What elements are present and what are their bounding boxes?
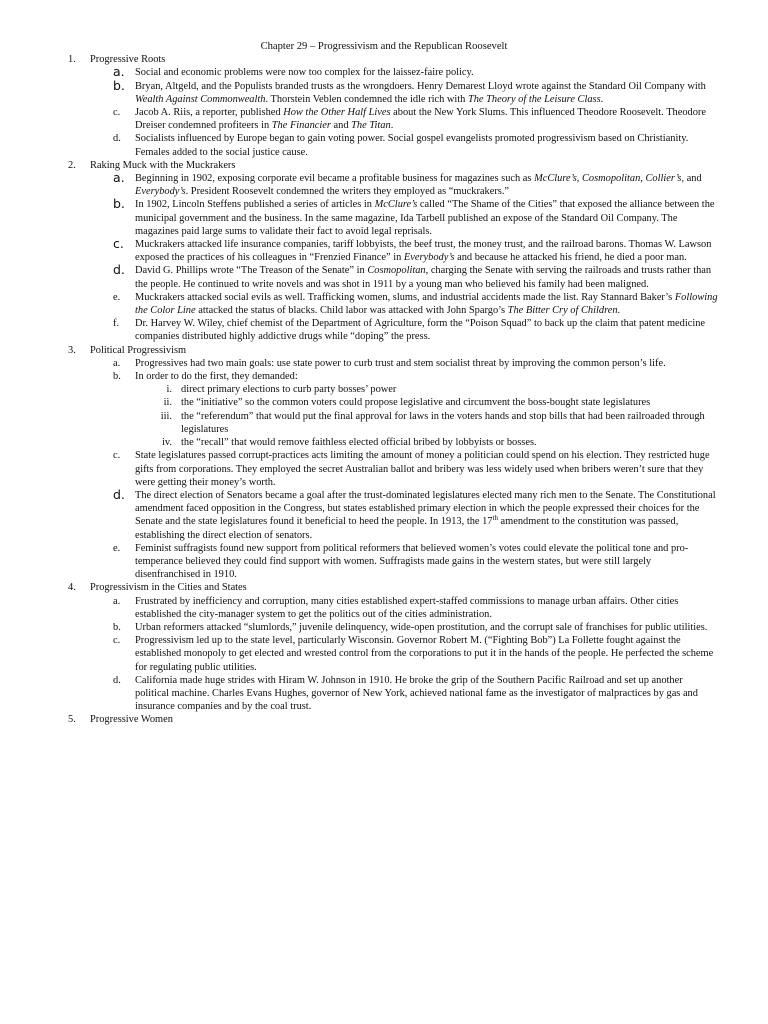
item-text-run: , charging the Senate with serving the railroads and trusts rather than the people. He continued to write novels and was shot in 1911 by a young man who believed his family had been maligned. [135,265,712,290]
outline-item [0,621,768,634]
section-heading-text: Progressive Women [90,714,173,726]
item-text-run: California made huge strides with Hiram W. Johnson in 1910. He broke the grip of the Southern Pacific Railroad and set up another political machine. Charles Evans Hughes, governor of New York, achieved national fame as the investigator of malpractices by gas and insurance companies and by the coal trust. [135,674,698,713]
outline-subitem [0,383,768,396]
item-text-italic: The Financier [271,120,331,132]
outline-item [0,132,768,158]
outline-section [0,713,768,726]
item-text [135,107,706,131]
item-text-run: Progressives had two main goals: use state power to curb trust and stem socialist threat by improving the common person’s life. [135,357,666,369]
item-text-run: Progressivism led up to the state level, particularly Wisconsin. Governor Robert M. (“Fighting Bob”) La Follette fought against the established monopoly to get elected and wrested control from the corporations to put it in the hands of the people. He perfected the scheme for regulating public utilities. [135,635,714,673]
item-text-run: Social and economic problems were now too complex for the laissez-faire policy. [135,67,474,79]
item-text-run: Bryan, Altgeld, and the Populists branded trusts as the wrongdoers. Henry Demarest Lloyd wrote against the Standard Oil Company with [135,80,706,92]
outline-item [0,634,768,674]
item-marker: e. [113,542,121,554]
item-marker: d. [113,486,125,502]
subitem-marker: iii. [160,410,172,422]
item-text-run: Muckrakers attacked social evils as well. Trafficking women, slums, and industrial accidents made the list. Ray Stannard Baker’s [135,291,675,303]
item-text [135,67,474,78]
subitem-marker: iv. [161,437,172,449]
outline-subitem [0,396,768,409]
outline-item [0,674,768,714]
subitem-text: the “referendum” that would put the final approval for laws in the voters hands and stop bills that had been railroaded through legislatures [181,410,705,435]
item-text-italic: Cosmopolitan [367,265,426,277]
item-text-italic: The Theory of the Leisure Class [467,93,601,105]
outline-subitem [0,436,768,449]
section-heading [0,344,768,357]
page-title: Chapter 29 – Progressivism and the Republican Roosevelt [260,41,508,52]
item-text-run: In order to do the first, they demanded: [135,371,298,383]
item-text [135,622,707,633]
item-marker: f. [113,318,120,330]
outline-item [0,317,768,343]
item-text-run: . [600,93,604,105]
item-text [135,173,702,197]
item-marker: b. [113,621,121,633]
item-marker: b. [113,196,125,212]
item-text-run: . President Roosevelt condemned the writers they employed as “muckrakers.” [185,186,510,198]
item-text-run: Beginning in 1902, exposing corporate evil became a profitable business for magazines such as [135,173,535,185]
item-text-run: th [492,514,498,523]
subitem-marker: ii. [163,397,172,409]
outline-item [0,291,768,317]
item-marker: c. [113,635,121,647]
item-text-run: Frustrated by inefficiency and corruption, many cities established expert-staffed commissions to manage urban affairs. Other cities established the city-manager system to get the politics out of the cities administration. [135,595,679,620]
item-text-run: Feminist suffragists found new support from political reformers that believed women’s votes could elevate the political tone and pro-temperance believed they could find support with women. Suffragists made gains in the western states, but were still largely disenfranchised in 1910. [135,542,689,581]
item-marker: c. [113,236,124,252]
item-text-run: Dr. Harvey W. Wiley, chief chemist of the Department of Agriculture, form the “Poison Squad” to back up the claim that patent medicine companies distributed highly addictive drugs while “doping” the press. [135,318,706,343]
item-text-run: about the New York Slums. This influenced Theodore Roosevelt. Theodore Dreiser condemned profiteers in [135,107,707,132]
item-text-run: amendment to the constitution was passed, establishing the direct election of senators. [135,516,679,541]
item-marker: d. [113,133,121,145]
item-text-run: and because he attacked his friend, he died a poor man. [454,252,687,264]
item-text-run: Muckrakers attacked life insurance companies, tariff lobbyists, the beef trust, the money trust, and the railroad barons. Thomas W. Lawson exposed the practices of his colleagues in “Frenzied Finance” in [135,239,712,264]
section-heading-text: Progressivism in the Cities and States [90,582,247,594]
outline-item [0,77,768,106]
section-heading-text: Political Progressivism [90,344,187,356]
item-text [135,450,710,487]
item-text-run: called “The Shame of the Cities” that exposed the alliance between the municipal government and the business. In the same magazine, Ida Tarbell published an expose of the Standard Oil Company. The magazines paid large sums to validate their fact to avoid legal reprisals. [135,199,715,237]
item-text [135,239,711,263]
section-heading-text: Progressive Roots [90,54,166,66]
item-text [135,543,688,580]
item-marker: b. [113,371,121,383]
outline [0,53,768,726]
item-text-run: and [684,173,702,185]
outline-item [0,357,768,370]
outline-item [0,370,768,383]
item-marker: a. [113,170,125,186]
item-text [135,265,711,289]
item-text-italic: Following the Color Line [135,291,718,317]
item-text-run: and [330,120,352,132]
item-marker: a. [113,64,125,80]
outline-item [0,172,768,198]
item-text-run: Jacob A. Riis, a reporter, published [135,107,284,119]
item-marker: d. [113,262,125,278]
section-number: 1. [68,54,76,66]
item-text [135,596,678,620]
item-text-run: David G. Phillips wrote “The Treason of the Senate” in [135,265,368,277]
item-text-run: State legislatures passed corrupt-practices acts limiting the amount of money a politician could spend on his election. They restricted huge gifts from corporations. They employed the secret Australian ballot and bribery was less widely used when bribers weren’t sure that they were getting their money’s worth. [135,450,710,488]
section-number: 5. [68,714,76,726]
item-text-italic: Cosmopolitan, Collier’s, [581,173,685,185]
item-text [135,635,713,672]
outline-item [0,542,768,582]
item-text [135,675,698,712]
item-text [135,490,716,541]
item-text [135,81,706,105]
item-text-run: . [617,305,621,317]
item-text-run: . Thorstein Veblen condemned the idle rich with [265,93,468,105]
item-text [135,199,715,236]
item-text [135,358,666,369]
outline-item [0,264,768,290]
section-heading [0,581,768,594]
outline-item [0,198,768,238]
outline-section [0,53,768,159]
section-heading [0,713,768,726]
item-text-italic: How the Other Half Lives [283,107,391,119]
item-marker: e. [113,291,121,303]
item-text-run: , [576,173,582,185]
item-marker: b. [113,77,125,93]
outline-item [0,595,768,621]
section-number: 4. [68,582,76,594]
outline-item [0,238,768,264]
item-text-run: The direct election of Senators became a goal after the trust-dominated legislatures elected many rich men to the Senate. The Constitutional amendment faced opposition in the Congress, but states established primary election in which the people expressed their choices for the Senate and the state legislatures found it beneficial to heed the people. In 1913, the 17 [135,489,716,528]
outline-section [0,581,768,713]
outline-item [0,449,768,489]
outline-section [0,159,768,344]
item-marker: a. [113,357,121,369]
item-marker: c. [113,450,121,462]
item-text-italic: McClure’s [374,199,418,211]
item-text-run: Socialists influenced by Europe began to gain voting power. Social gospel evangelists promoted progressivism based on Christianity. Females added to the social justice cause. [135,133,689,158]
outline-item [0,486,768,542]
item-text-italic: Everybody’s [403,252,455,264]
outline-item [0,106,768,132]
item-text-run: In 1902, Lincoln Steffens published a series of articles in [135,199,375,211]
item-text [135,133,688,157]
outline-subitem [0,410,768,436]
item-text-italic: The Titan [351,120,391,132]
subitem-marker: i. [166,384,172,396]
item-text-run: attacked the status of blacks. Child labor was attacked with John Spargo’s [195,305,508,317]
item-text-run: Urban reformers attacked “slumlords,” juvenile delinquency, wide-open prostitution, and the corrupt sale of franchises for public utilities. [135,621,708,633]
item-text-italic: The Bitter Cry of Children [507,305,618,317]
section-number: 3. [68,344,76,356]
section-number: 2. [68,159,76,171]
item-marker: a. [113,595,121,607]
subitem-text: direct primary elections to curb party bosses’ power [181,384,397,396]
subitem-text: the “recall” that would remove faithless elected official bribed by lobbyists or bosses. [181,437,537,449]
subitem-text: the “initiative” so the common voters could propose legislative and circumvent the boss-bought state legislatures [181,397,651,409]
item-text-italic: Everybody’s [135,186,186,198]
item-text [135,371,298,382]
item-marker: d. [113,674,121,686]
section-heading-text: Raking Muck with the Muckrakers [90,159,236,171]
item-text-italic: Wealth Against Commonwealth [135,93,266,105]
outline-section [0,344,768,582]
item-text [135,292,718,316]
document-page [0,40,768,727]
item-text [135,318,705,342]
item-text-italic: McClure’s [534,173,577,185]
item-marker: c. [113,107,121,119]
item-text-run: . [390,120,394,132]
